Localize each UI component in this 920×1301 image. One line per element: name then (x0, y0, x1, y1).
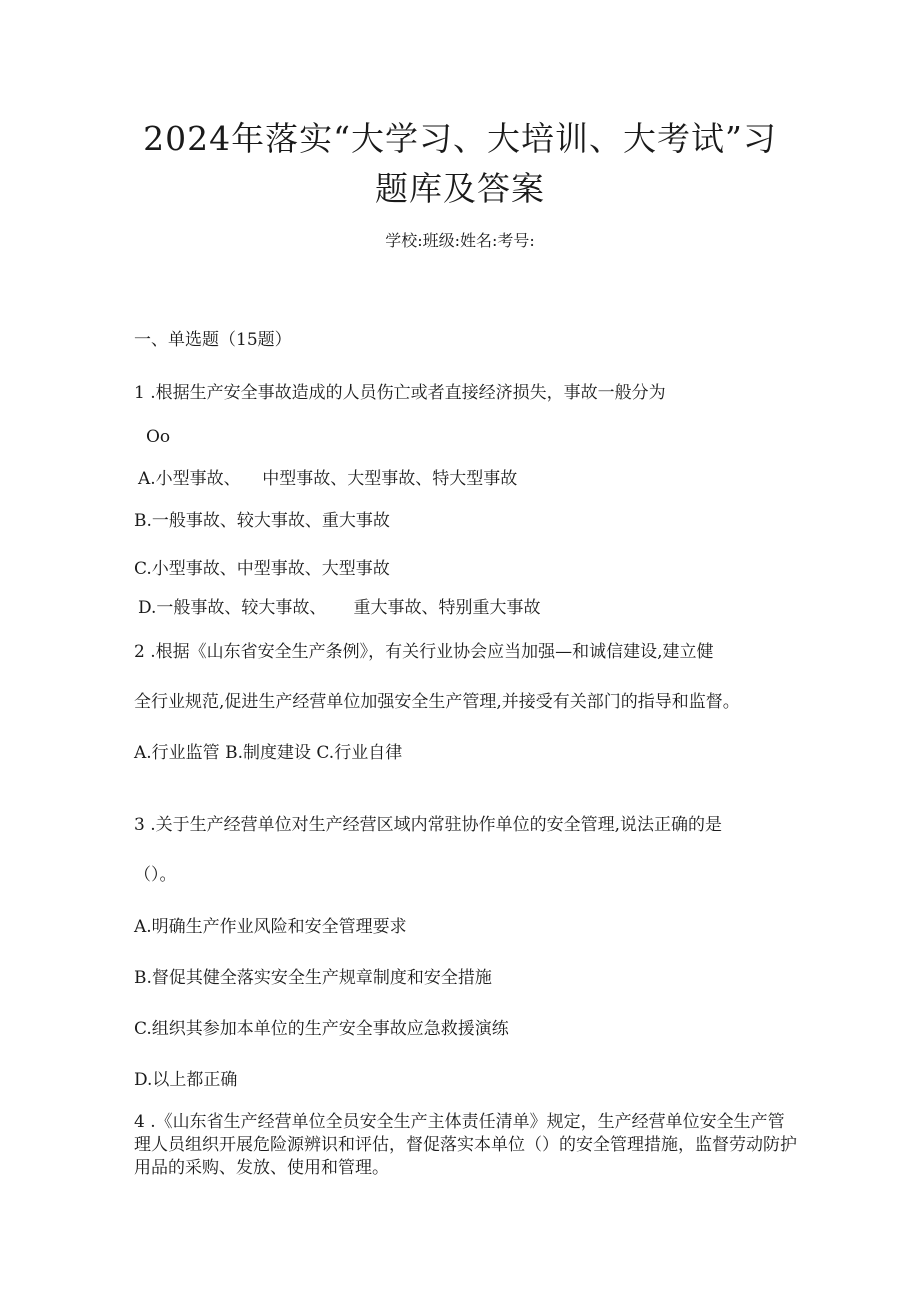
document-title-line-1: 2024年落实“大学习、大培训、大考试”习 (143, 119, 777, 158)
question-3-option-b: B.督促其健全落实安全生产规章制度和安全措施 (134, 968, 492, 988)
document-title-line-2: 题库及答案 (375, 169, 545, 208)
question-2-line-1: 2 .根据《山东省安全生产条例》，有关行业协会应当加强—和诚信建设,建立健 (134, 642, 714, 662)
question-1-option-c: C.小型事故、中型事故、大型事故 (134, 559, 390, 579)
section-heading: 一、单选题（15题） (134, 330, 292, 350)
question-1-stem: 1 .根据生产安全事故造成的人员伤亡或者直接经济损失，事故一般分为 (134, 383, 666, 403)
question-1-stem-tail: Oo (146, 427, 171, 447)
question-4-text: 4 .《山东省生产经营单位全员安全生产主体责任清单》规定，生产经营单位安全生产管理人员组织开展危险源辨识和评估，督促落实本单位（）的安全管理措施，监督劳动防护用品的采购、发放、使用和管理。 (134, 1112, 797, 1178)
question-1-option-a: A.小型事故、 中型事故、大型事故、特大型事故 (138, 469, 518, 489)
question-3-line-2: （）。 (134, 865, 177, 885)
question-3-option-c: C.组织其参加本单位的生产安全事故应急救援演练 (134, 1019, 509, 1039)
student-info-line: 学校:班级:姓名:考号: (385, 231, 535, 250)
question-1-option-d: D.一般事故、较大事故、 重大事故、特别重大事故 (138, 598, 541, 618)
question-3-line-1: 3 .关于生产经营单位对生产经营区域内常驻协作单位的安全管理,说法正确的是 (134, 815, 723, 835)
question-3-option-d: D.以上都正确 (134, 1070, 238, 1090)
question-1-option-b: B.一般事故、较大事故、重大事故 (134, 511, 390, 531)
question-2-options: A.行业监管 B.制度建设 C.行业自律 (134, 743, 403, 763)
question-3-option-a: A.明确生产作业风险和安全管理要求 (134, 917, 407, 937)
question-2-line-2: 全行业规范,促进生产经营单位加强安全生产管理,并接受有关部门的指导和监督。 (134, 692, 740, 712)
